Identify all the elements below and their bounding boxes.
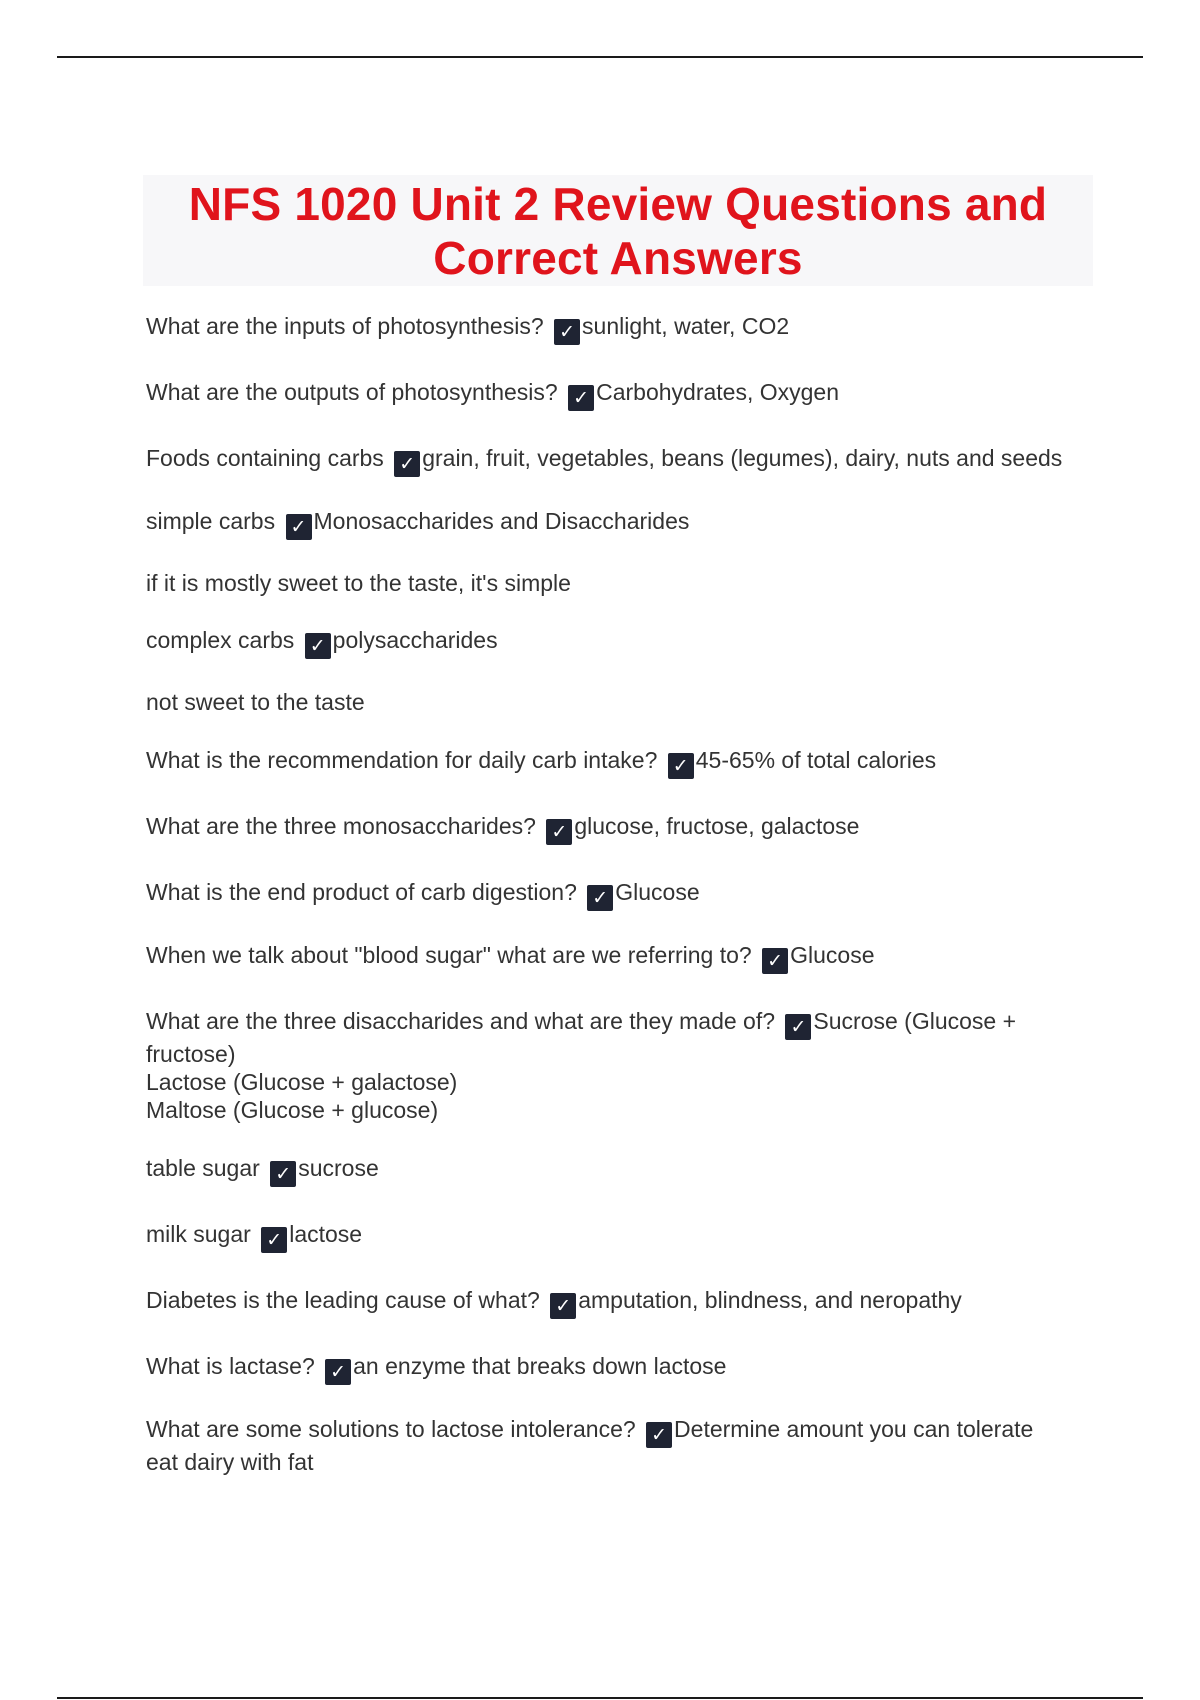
checkmark-icon: ✓ — [546, 819, 572, 845]
checkmark-icon: ✓ — [286, 514, 312, 540]
answer-text: 45-65% of total calories — [695, 747, 937, 773]
answer-text: Glucose — [790, 942, 875, 968]
title-banner — [143, 175, 1093, 286]
checkmark-icon: ✓ — [394, 451, 420, 477]
checkmark-icon: ✓ — [668, 753, 694, 779]
checkmark-icon: ✓ — [550, 1293, 576, 1319]
qa-item — [146, 312, 1081, 345]
checkmark-icon: ✓ — [554, 319, 580, 345]
checkmark-icon: ✓ — [762, 948, 788, 974]
qa-item — [146, 1415, 1081, 1476]
answer-text: an enzyme that breaks down lactose — [353, 1353, 727, 1379]
checkmark-icon: ✓ — [568, 385, 594, 411]
checkmark-icon: ✓ — [305, 633, 331, 659]
checkmark-icon: ✓ — [587, 885, 613, 911]
qa-item — [146, 626, 1081, 659]
question-text: What is the recommendation for daily carb intake? — [146, 747, 658, 773]
checkmark-icon: ✓ — [270, 1161, 296, 1187]
question-text: table sugar — [146, 1155, 260, 1181]
answer-text: amputation, blindness, and neropathy — [578, 1287, 962, 1313]
qa-item — [146, 1220, 1081, 1253]
question-text: When we talk about "blood sugar" what are we referring to? — [146, 942, 752, 968]
qa-item — [146, 507, 1081, 540]
answer-text: Glucose — [615, 879, 700, 905]
qa-item — [146, 1154, 1081, 1187]
answer-text: Monosaccharides and Disaccharides — [313, 508, 690, 534]
answer-text: polysaccharides — [332, 627, 498, 653]
note-text: not sweet to the taste — [146, 689, 365, 715]
question-text: Diabetes is the leading cause of what? — [146, 1287, 540, 1313]
question-text: milk sugar — [146, 1221, 251, 1247]
answer-text: sunlight, water, CO2 — [582, 313, 790, 339]
question-text: What is the end product of carb digestion? — [146, 879, 577, 905]
answer-text: Carbohydrates, Oxygen — [596, 379, 839, 405]
question-text: What is lactase? — [146, 1353, 315, 1379]
answer-text: glucose, fructose, galactose — [574, 813, 860, 839]
checkmark-icon: ✓ — [646, 1422, 672, 1448]
qa-item — [146, 746, 1081, 779]
qa-item — [146, 812, 1081, 845]
answer-text: Sucrose (Glucose + fructose) Lactose (Glucose + galactose) Maltose (Glucose + glucose) — [146, 1008, 1017, 1123]
answer-text: grain, fruit, vegetables, beans (legumes), dairy, nuts and seeds — [422, 445, 1063, 471]
question-text: What are the outputs of photosynthesis? — [146, 379, 558, 405]
question-text: Foods containing carbs — [146, 445, 384, 471]
qa-item — [146, 1007, 1081, 1124]
page-title-line-2: Correct Answers — [433, 232, 803, 284]
checkmark-icon: ✓ — [325, 1359, 351, 1385]
qa-item — [146, 1286, 1081, 1319]
qa-item — [146, 878, 1081, 911]
bottom-rule — [57, 1697, 1143, 1699]
qa-item — [146, 444, 1081, 477]
qa-item — [146, 378, 1081, 411]
qa-item — [146, 1352, 1081, 1385]
qa-list — [146, 312, 1081, 1476]
checkmark-icon: ✓ — [785, 1014, 811, 1040]
note-text: if it is mostly sweet to the taste, it's simple — [146, 570, 571, 596]
question-text: What are the three monosaccharides? — [146, 813, 536, 839]
question-text: What are some solutions to lactose intolerance? — [146, 1416, 636, 1442]
question-text: simple carbs — [146, 508, 276, 534]
question-text: What are the three disaccharides and what are they made of? — [146, 1008, 776, 1034]
qa-item — [146, 941, 1081, 974]
answer-text: lactose — [289, 1221, 363, 1247]
question-text: What are the inputs of photosynthesis? — [146, 313, 544, 339]
question-text: complex carbs — [146, 627, 295, 653]
answer-text: Determine amount you can tolerate eat dairy with fat — [146, 1416, 1034, 1475]
answer-text: sucrose — [298, 1155, 379, 1181]
page-title-line-1: NFS 1020 Unit 2 Review Questions and — [188, 178, 1048, 230]
checkmark-icon: ✓ — [261, 1227, 287, 1253]
top-rule — [57, 56, 1143, 58]
